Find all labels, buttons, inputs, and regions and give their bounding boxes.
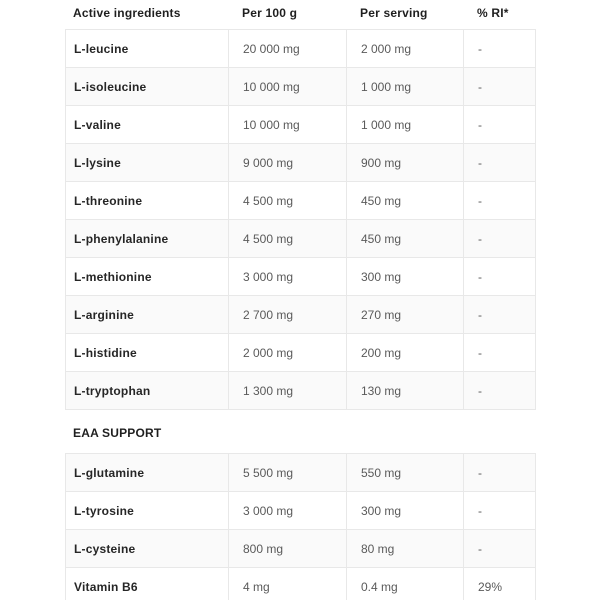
table-row bbox=[66, 105, 535, 143]
column-header-ri: % RI* bbox=[477, 6, 509, 20]
table-row bbox=[66, 491, 535, 529]
ingredient-name: L-threonine bbox=[74, 193, 143, 208]
per-serving-value: 130 mg bbox=[346, 372, 463, 409]
ri-value: - bbox=[463, 220, 537, 257]
ingredient-name: L-phenylalanine bbox=[74, 231, 169, 246]
ingredient-name: L-leucine bbox=[74, 41, 129, 56]
ingredient-name: L-glutamine bbox=[74, 465, 145, 480]
ingredient-name: L-arginine bbox=[74, 307, 135, 322]
ingredients-panel bbox=[65, 6, 536, 600]
table-row bbox=[66, 529, 535, 567]
per-serving-value: 1 000 mg bbox=[346, 68, 463, 105]
per-100g-value: 4 500 mg bbox=[228, 220, 346, 257]
per-serving-value: 2 000 mg bbox=[346, 30, 463, 67]
table-row bbox=[66, 567, 535, 600]
per-100g-value: 1 300 mg bbox=[228, 372, 346, 409]
per-serving-value: 1 000 mg bbox=[346, 106, 463, 143]
column-header-row bbox=[65, 6, 536, 29]
column-header-per-100g: Per 100 g bbox=[242, 6, 298, 20]
ri-value: - bbox=[463, 182, 537, 219]
per-serving-value: 270 mg bbox=[346, 296, 463, 333]
ri-value: - bbox=[463, 492, 537, 529]
table-row bbox=[66, 181, 535, 219]
ingredient-name: L-methionine bbox=[74, 269, 152, 284]
column-header-per-serving: Per serving bbox=[360, 6, 428, 20]
ri-value: - bbox=[463, 334, 537, 371]
per-100g-value: 2 700 mg bbox=[228, 296, 346, 333]
table-row bbox=[66, 30, 535, 67]
per-serving-value: 300 mg bbox=[346, 492, 463, 529]
table-row bbox=[66, 143, 535, 181]
per-100g-value: 20 000 mg bbox=[228, 30, 346, 67]
per-serving-value: 550 mg bbox=[346, 454, 463, 491]
per-serving-value: 80 mg bbox=[346, 530, 463, 567]
per-100g-value: 4 mg bbox=[228, 568, 346, 600]
table-row bbox=[66, 219, 535, 257]
ingredient-name: L-histidine bbox=[74, 345, 137, 360]
ingredient-name: L-tyrosine bbox=[74, 503, 135, 518]
per-100g-value: 9 000 mg bbox=[228, 144, 346, 181]
ingredient-name: L-cysteine bbox=[74, 541, 136, 556]
ri-value: - bbox=[463, 454, 537, 491]
per-serving-value: 450 mg bbox=[346, 220, 463, 257]
ingredient-name: L-lysine bbox=[74, 155, 121, 170]
table-row bbox=[66, 371, 535, 409]
ri-value: - bbox=[463, 372, 537, 409]
per-100g-value: 2 000 mg bbox=[228, 334, 346, 371]
per-100g-value: 800 mg bbox=[228, 530, 346, 567]
table-row bbox=[66, 454, 535, 491]
ingredient-name: Vitamin B6 bbox=[74, 579, 138, 594]
ri-value: - bbox=[463, 258, 537, 295]
per-100g-value: 5 500 mg bbox=[228, 454, 346, 491]
ri-value: - bbox=[463, 296, 537, 333]
ri-value: - bbox=[463, 530, 537, 567]
column-header-active-ingredients: Active ingredients bbox=[73, 6, 181, 20]
ri-value: - bbox=[463, 144, 537, 181]
table-row bbox=[66, 295, 535, 333]
ri-value: - bbox=[463, 30, 537, 67]
per-100g-value: 4 500 mg bbox=[228, 182, 346, 219]
ingredient-name: L-isoleucine bbox=[74, 79, 147, 94]
per-serving-value: 200 mg bbox=[346, 334, 463, 371]
ri-value: - bbox=[463, 106, 537, 143]
table-row bbox=[66, 67, 535, 105]
per-100g-value: 10 000 mg bbox=[228, 68, 346, 105]
eaa-support-table bbox=[65, 453, 536, 600]
per-serving-value: 300 mg bbox=[346, 258, 463, 295]
ri-value: - bbox=[463, 68, 537, 105]
ingredient-name: L-tryptophan bbox=[74, 383, 151, 398]
per-serving-value: 450 mg bbox=[346, 182, 463, 219]
ri-value: 29% bbox=[463, 568, 537, 600]
per-serving-value: 900 mg bbox=[346, 144, 463, 181]
per-serving-value: 0.4 mg bbox=[346, 568, 463, 600]
per-100g-value: 10 000 mg bbox=[228, 106, 346, 143]
ingredient-name: L-valine bbox=[74, 117, 121, 132]
active-ingredients-table bbox=[65, 29, 536, 410]
table-row bbox=[66, 333, 535, 371]
per-100g-value: 3 000 mg bbox=[228, 492, 346, 529]
eaa-support-section-title: EAA SUPPORT bbox=[73, 426, 162, 440]
table-row bbox=[66, 257, 535, 295]
per-100g-value: 3 000 mg bbox=[228, 258, 346, 295]
